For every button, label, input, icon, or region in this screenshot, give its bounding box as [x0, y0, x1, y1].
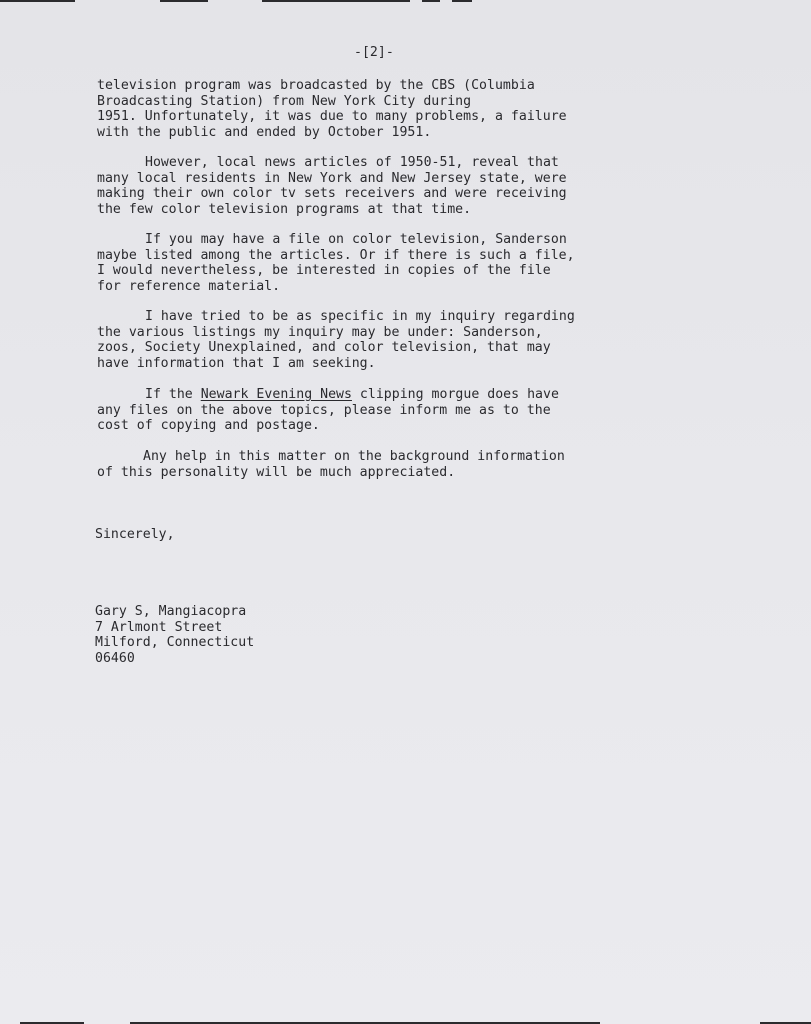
text-line: zoos, Society Unexplained, and color television, that may [97, 340, 551, 355]
text-line: maybe listed among the articles. Or if there is such a file, [97, 247, 575, 263]
text-line: have information that I am seeking. [97, 355, 376, 371]
scan-edge-mark [0, 0, 75, 2]
paragraph-3 [97, 232, 575, 294]
sender-zip: 06460 [95, 650, 135, 666]
text-line: If you may have a file on color television, Sanderson [145, 232, 567, 247]
text-line: many local residents in New York and New Jersey state, were [97, 170, 567, 186]
paragraph-5 [97, 387, 559, 434]
text-line: of this personality will be much appreciated. [97, 464, 456, 480]
sender-address [95, 604, 254, 666]
text-line: I would nevertheless, be interested in copies of the file [97, 263, 551, 278]
text-fragment: If the [145, 387, 201, 402]
scan-edge-mark [422, 0, 440, 2]
paragraph-1 [97, 78, 567, 140]
text-line: the various listings my inquiry may be under: Sanderson, [97, 324, 543, 340]
text-line: making their own color tv sets receivers and were receiving [97, 186, 567, 201]
paragraph-2 [97, 155, 567, 217]
scan-edge-mark [452, 0, 472, 2]
closing: Sincerely, [95, 527, 175, 542]
text-line: cost of copying and postage. [97, 418, 320, 433]
newspaper-title: Newark Evening News [200, 387, 352, 402]
text-line: television program was broadcasted by the CBS (Columbia [97, 78, 535, 93]
sender-name: Gary S, Mangiacopra [95, 604, 247, 619]
sender-city: Milford, Connecticut [95, 635, 255, 650]
text-line: Any help in this matter on the background information [143, 449, 565, 464]
text-line: I have tried to be as specific in my inquiry regarding [145, 309, 575, 324]
scan-edge-mark [262, 0, 410, 2]
text-line: with the public and ended by October 1951. [97, 124, 432, 140]
text-line: the few color television programs at that time. [97, 201, 472, 217]
text-line: Broadcasting Station) from New York City during [97, 93, 472, 109]
scan-edge-mark [160, 0, 208, 2]
text-line: for reference material. [97, 278, 281, 294]
sender-street: 7 Arlmont Street [95, 619, 223, 635]
paragraph-4 [97, 309, 575, 371]
text-fragment: clipping morgue does have [351, 387, 559, 402]
paragraph-6 [97, 449, 565, 480]
text-line: any files on the above topics, please inform me as to the [97, 402, 551, 418]
page-number: -[2]- [354, 45, 394, 60]
text-line: 1951. Unfortunately, it was due to many problems, a failure [97, 109, 567, 124]
text-line: However, local news articles of 1950-51, reveal that [145, 155, 559, 170]
